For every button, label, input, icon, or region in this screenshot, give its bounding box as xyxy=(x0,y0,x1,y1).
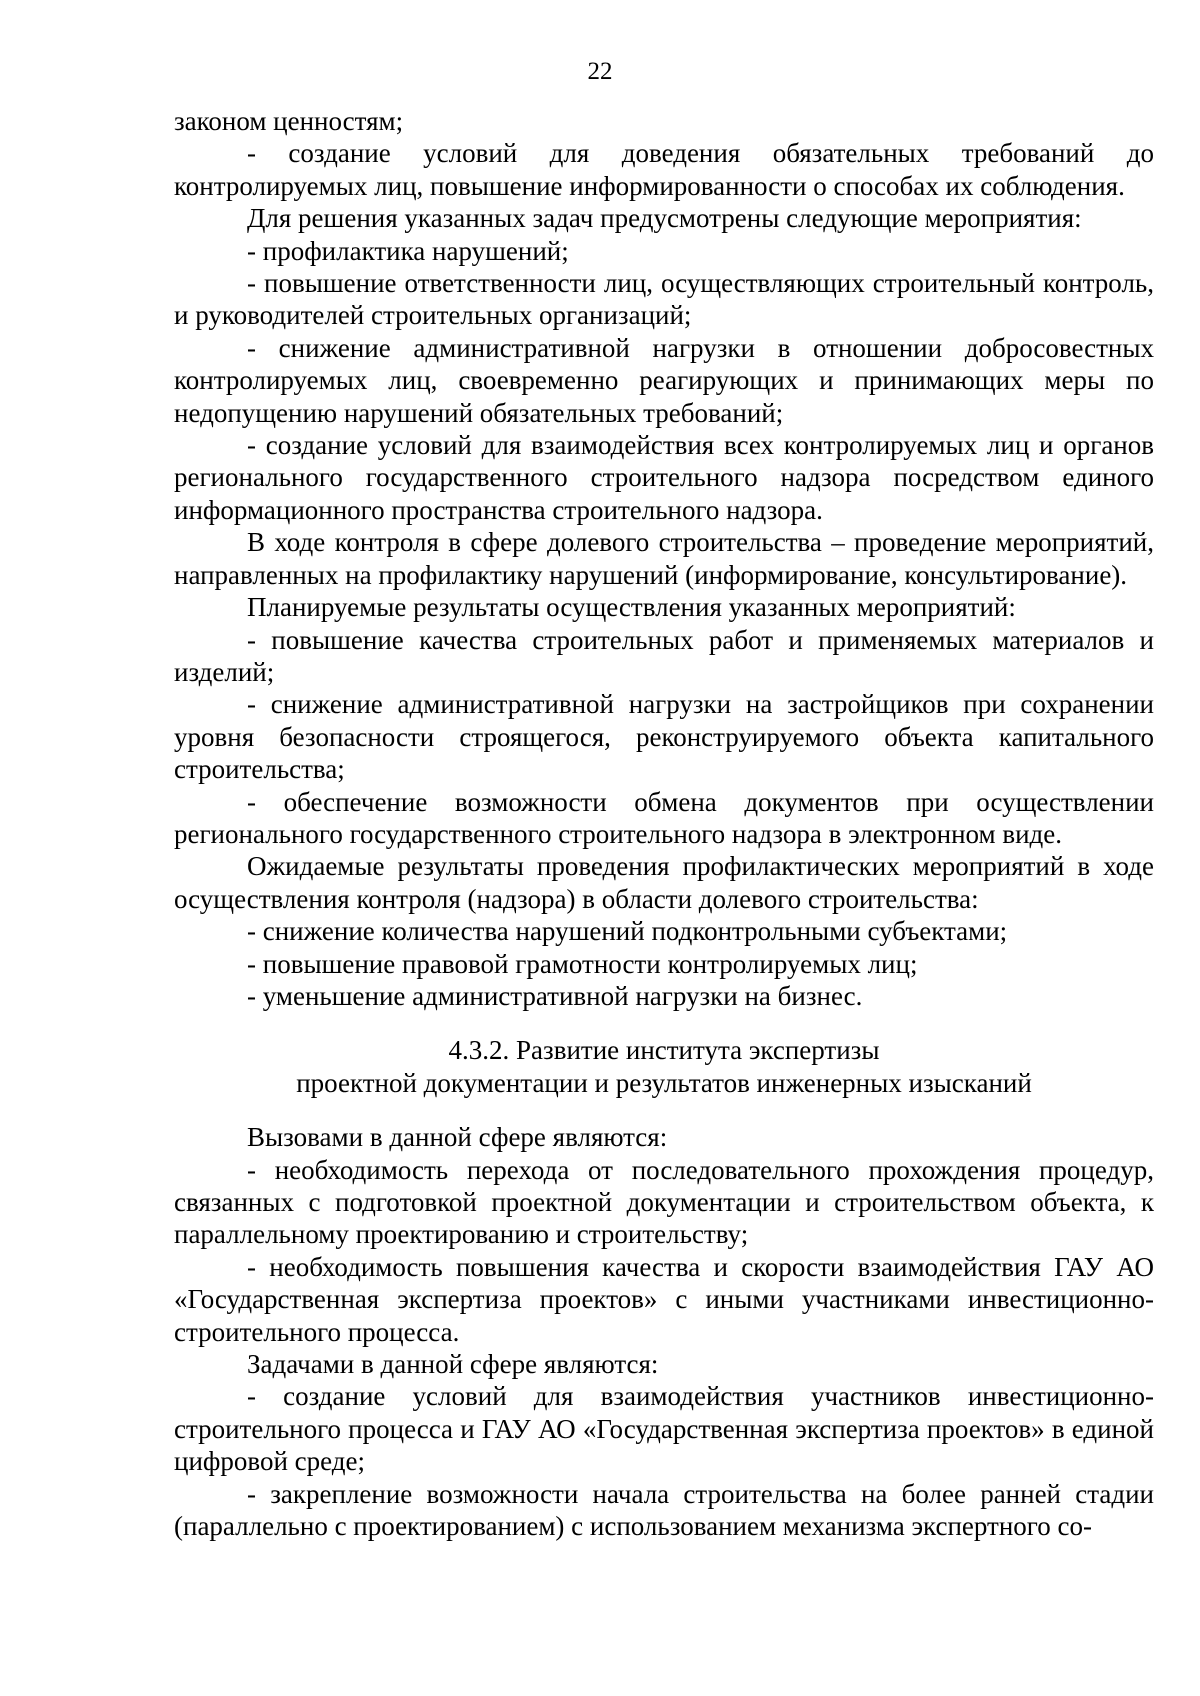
paragraph: - профилактика нарушений; xyxy=(247,235,569,266)
document-body xyxy=(174,105,1154,1542)
paragraph: Планируемые результаты осуществления указанных мероприятий: xyxy=(247,592,1016,623)
paragraph: - снижение административной нагрузки на застройщиков при сохранении уровня безопасности строящегося, реконструируемого объекта капитального строительства; xyxy=(174,689,1154,785)
paragraph: - создание условий для взаимодействия всех контролируемых лиц и органов регионального государственного строительного надзора посредством единого информационного пространства строительного надзора. xyxy=(174,430,1154,525)
paragraph: - снижение количества нарушений подконтрольными субъектами; xyxy=(247,916,1008,947)
section-heading-line: проектной документации и результатов инженерных изысканий xyxy=(296,1067,1032,1098)
paragraph: - уменьшение административной нагрузки на бизнес. xyxy=(247,980,863,1011)
paragraph: законом ценностям; xyxy=(174,106,404,136)
paragraph: - необходимость повышения качества и скорости взаимодействия ГАУ АО «Государственная экспертиза проектов» с иными участниками инвестиционно-строительного процесса. xyxy=(174,1251,1154,1347)
paragraph: - необходимость перехода от последовательного прохождения процедур, связанных с подготовкой проектной документации и строительством объекта, к параллельному проектированию и строительству; xyxy=(174,1154,1154,1250)
paragraph: Для решения указанных задач предусмотрены следующие мероприятия: xyxy=(247,203,1082,234)
section-heading xyxy=(174,1034,1154,1099)
paragraph: - повышение качества строительных работ и применяемых материалов и изделий; xyxy=(174,624,1154,687)
paragraph: Вызовами в данной сфере являются: xyxy=(247,1122,668,1153)
page-number: 22 xyxy=(587,58,613,85)
paragraph: - повышение ответственности лиц, осуществляющих строительный контроль, и руководителей строительных организаций; xyxy=(174,268,1154,331)
paragraph: - снижение административной нагрузки в отношении добросовестных контролируемых лиц, своевременно реагирующих и принимающих меры по недопущению нарушений обязательных требований; xyxy=(174,332,1154,428)
paragraph: - обеспечение возможности обмена документов при осуществлении регионального государственного строительного надзора в электронном виде. xyxy=(174,786,1154,849)
paragraph: - создание условий для доведения обязательных требований до контролируемых лиц, повышение информированности о способах их соблюдения. xyxy=(174,138,1154,201)
paragraph: - создание условий для взаимодействия участников инвестиционно-строительного процесса и ГАУ АО «Государственная экспертиза проектов» в единой цифровой среде; xyxy=(174,1381,1154,1477)
paragraph: - повышение правовой грамотности контролируемых лиц; xyxy=(247,948,918,979)
section-heading-line: 4.3.2. Развитие института экспертизы xyxy=(448,1035,880,1066)
paragraph: Задачами в данной сфере являются: xyxy=(247,1349,659,1380)
paragraph: В ходе контроля в сфере долевого строительства – проведение мероприятий, направленных на профилактику нарушений (информирование, консультирование). xyxy=(174,527,1154,590)
paragraph: Ожидаемые результаты проведения профилактических мероприятий в ходе осуществления контроля (надзора) в области долевого строительства: xyxy=(174,851,1154,914)
paragraph: - закрепление возможности начала строительства на более ранней стадии (параллельно с проектированием) с использованием механизма экспертного со- xyxy=(174,1478,1154,1542)
